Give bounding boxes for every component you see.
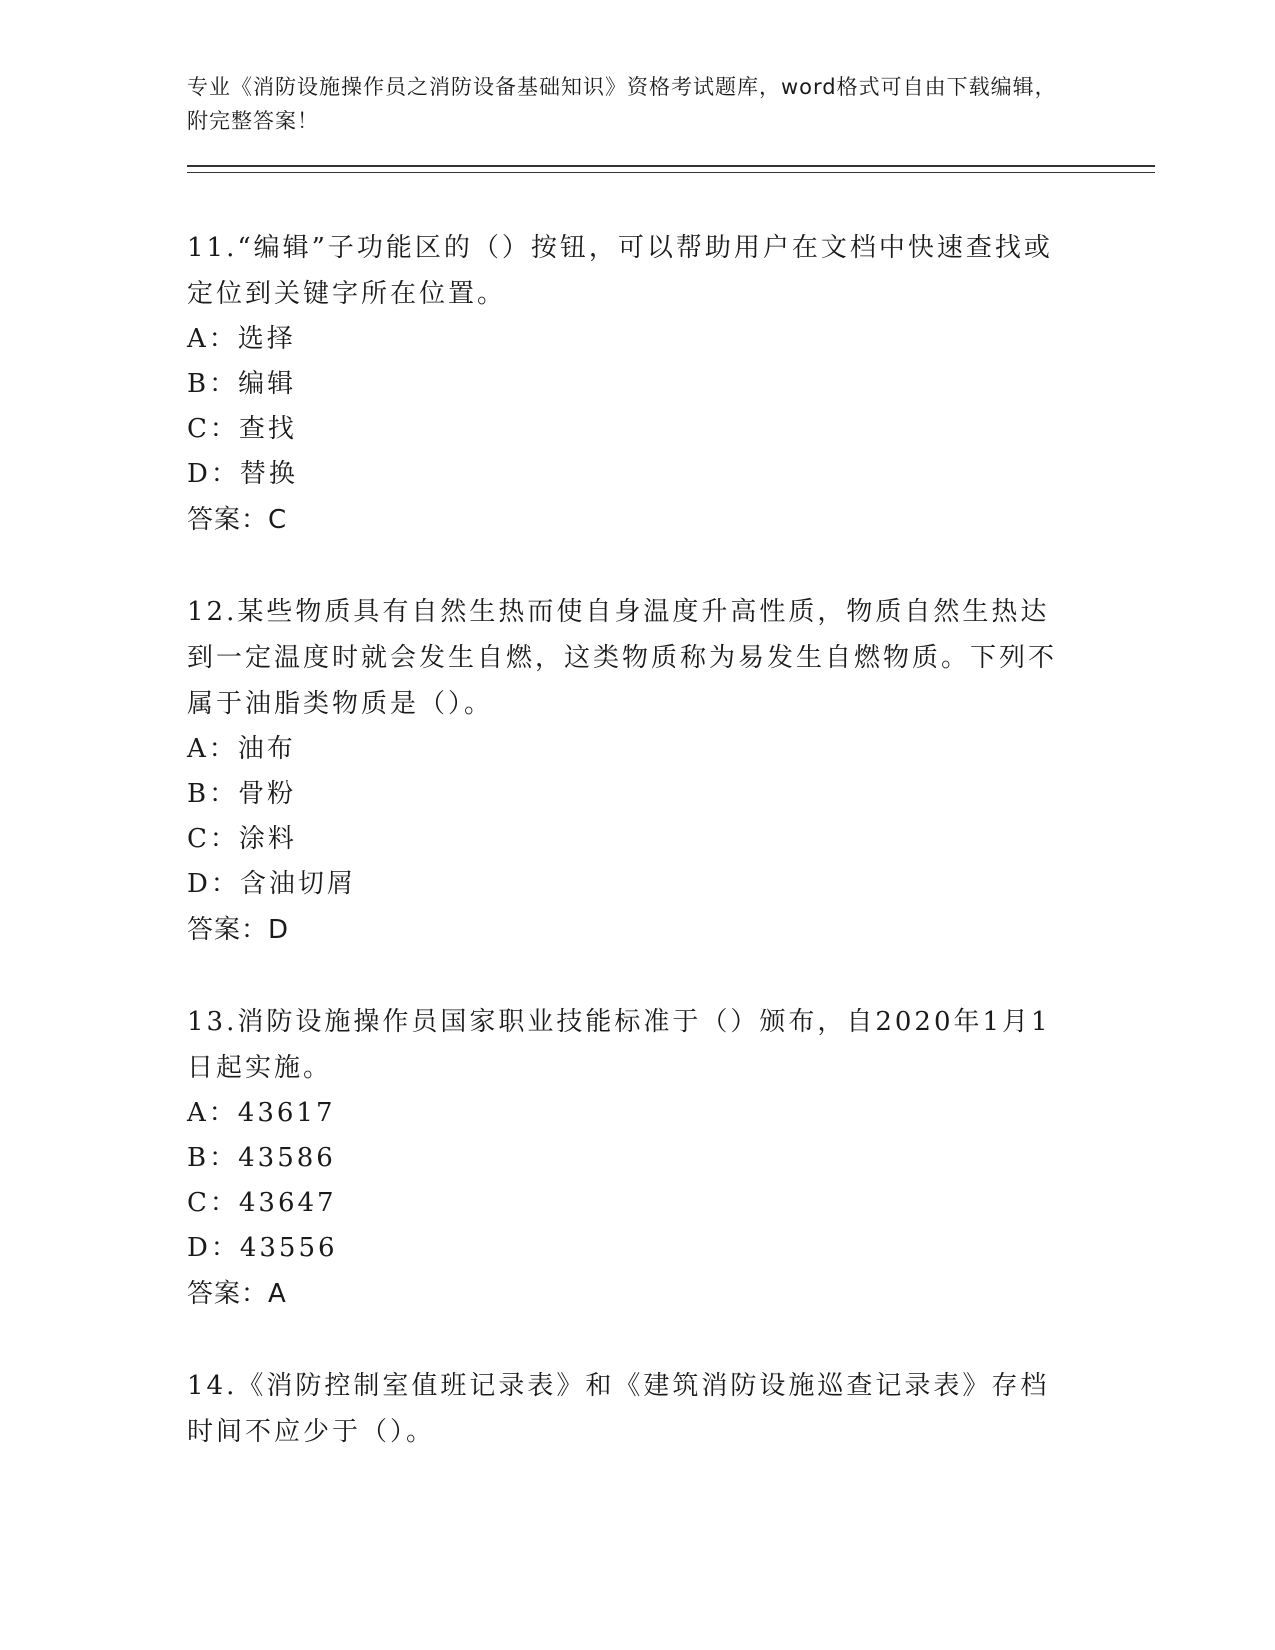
- question-stem: 11.“编辑”子功能区的（）按钮，可以帮助用户在文档中快速查找或定位到关键字所在位置。: [187, 233, 1053, 309]
- option-d: D：含油切屑: [187, 869, 356, 899]
- option-c: C：涂料: [187, 824, 297, 854]
- question-list: [187, 225, 1157, 1455]
- question-stem: 13.消防设施操作员国家职业技能标准于（）颁布，自2020年1月1日起实施。: [187, 1007, 1051, 1083]
- option-b: B：编辑: [187, 369, 297, 399]
- option-a: A：43617: [187, 1098, 336, 1128]
- question-stem: 14.《消防控制室值班记录表》和《建筑消防设施巡查记录表》存档时间不应少于（）。: [187, 1371, 1050, 1447]
- answer-line: 答案：C: [187, 505, 288, 535]
- question-13: [187, 999, 1157, 1317]
- option-c: C：查找: [187, 414, 297, 444]
- answer-line: 答案：D: [187, 915, 290, 945]
- question-14: [187, 1363, 1157, 1455]
- option-c: C：43647: [187, 1188, 337, 1218]
- answer-line: 答案：A: [187, 1279, 287, 1309]
- option-a: A：油布: [187, 734, 296, 764]
- option-a: A：选择: [187, 324, 296, 354]
- option-d: D：43556: [187, 1233, 338, 1263]
- question-11: [187, 225, 1157, 543]
- option-b: B：骨粉: [187, 779, 297, 809]
- option-b: B：43586: [187, 1143, 336, 1173]
- header-divider: [187, 165, 1155, 173]
- option-d: D：替换: [187, 459, 298, 489]
- document-page: [187, 70, 1157, 1501]
- question-stem: 12.某些物质具有自然生热而使自身温度升高性质，物质自然生热达到一定温度时就会发生自燃，这类物质称为易发生自燃物质。下列不属于油脂类物质是（）。: [187, 597, 1058, 719]
- document-header: 专业《消防设施操作员之消防设备基础知识》资格考试题库，word格式可自由下载编辑，附完整答案！: [187, 75, 1057, 133]
- question-12: [187, 589, 1157, 953]
